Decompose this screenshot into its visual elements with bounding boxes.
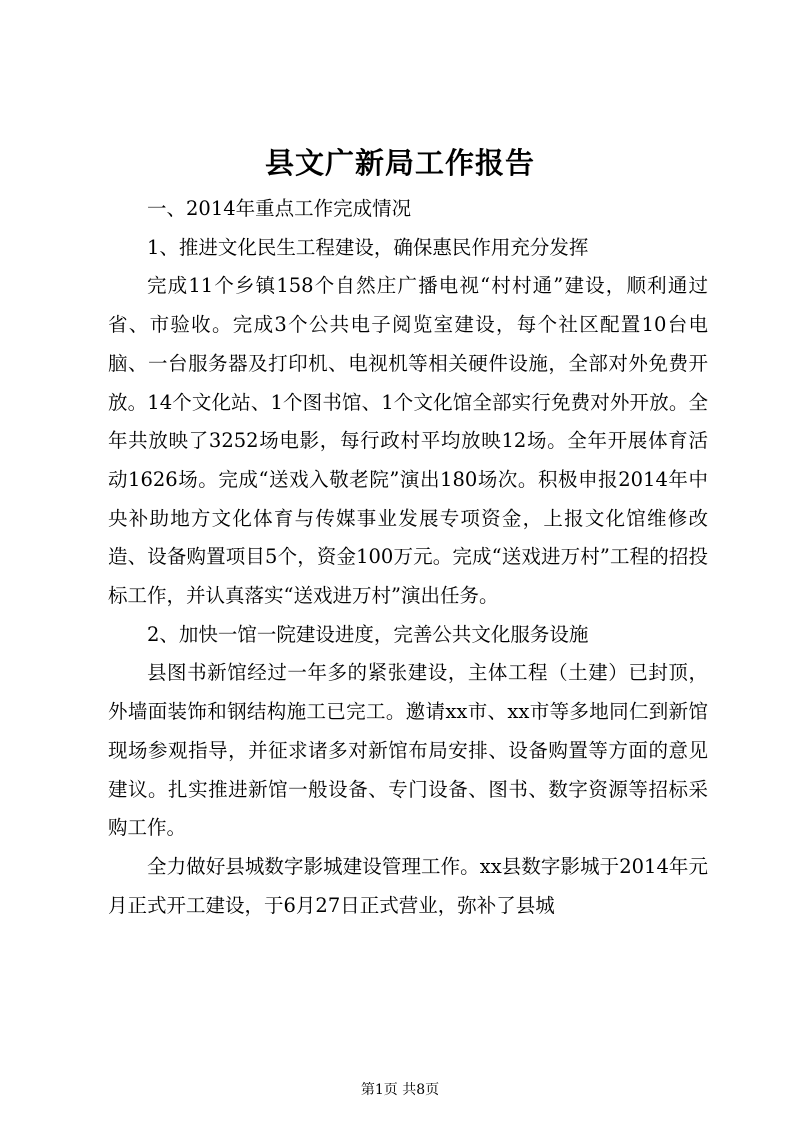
body-paragraph: 县图书新馆经过一年多的紧张建设，主体工程（土建）已封顶，外墙面装饰和钢结构施工已完工。邀请xx市、xx市等多地同仁到新馆现场参观指导，并征求诸多对新馆布局安排、设备购置等方面的意见建议。扎实推进新馆一般设备、专门设备、图书、数字资源等招标采购工作。: [108, 661, 708, 840]
document-title: 县文广新局工作报告: [264, 146, 535, 180]
document-body: [108, 190, 708, 925]
subsection-heading: 2、加快一馆一院建设进度，完善公共文化服务设施: [147, 622, 589, 646]
subsection-heading: 1、推进文化民生工程建设，确保惠民作用充分发挥: [147, 235, 589, 259]
body-paragraph: 全力做好县城数字影城建设管理工作。xx县数字影城于2014年元月正式开工建设，于6月27日正式营业，弥补了县城: [108, 854, 708, 917]
page-footer: 第1页 共8页: [360, 1082, 440, 1098]
body-paragraph: 完成11个乡镇158个自然庄广播电视“村村通”建设，顺利通过省、市验收。完成3个公共电子阅览室建设，每个社区配置10台电脑、一台服务器及打印机、电视机等相关硬件设施，全部对外免费开放。14个文化站、1个图书馆、1个文化馆全部实行免费对外开放。全年共放映了3252场电影，每行政村平均放映12场。全年开展体育活动1626场。完成“送戏入敬老院”演出180场次。积极申报2014年中央补助地方文化体育与传媒事业发展专项资金，上报文化馆维修改造、设备购置项目5个，资金100万元。完成“送戏进万村”工程的招投标工作，并认真落实“送戏进万村”演出任务。: [108, 274, 708, 608]
section-heading: 一、2014年重点工作完成情况: [147, 197, 412, 220]
